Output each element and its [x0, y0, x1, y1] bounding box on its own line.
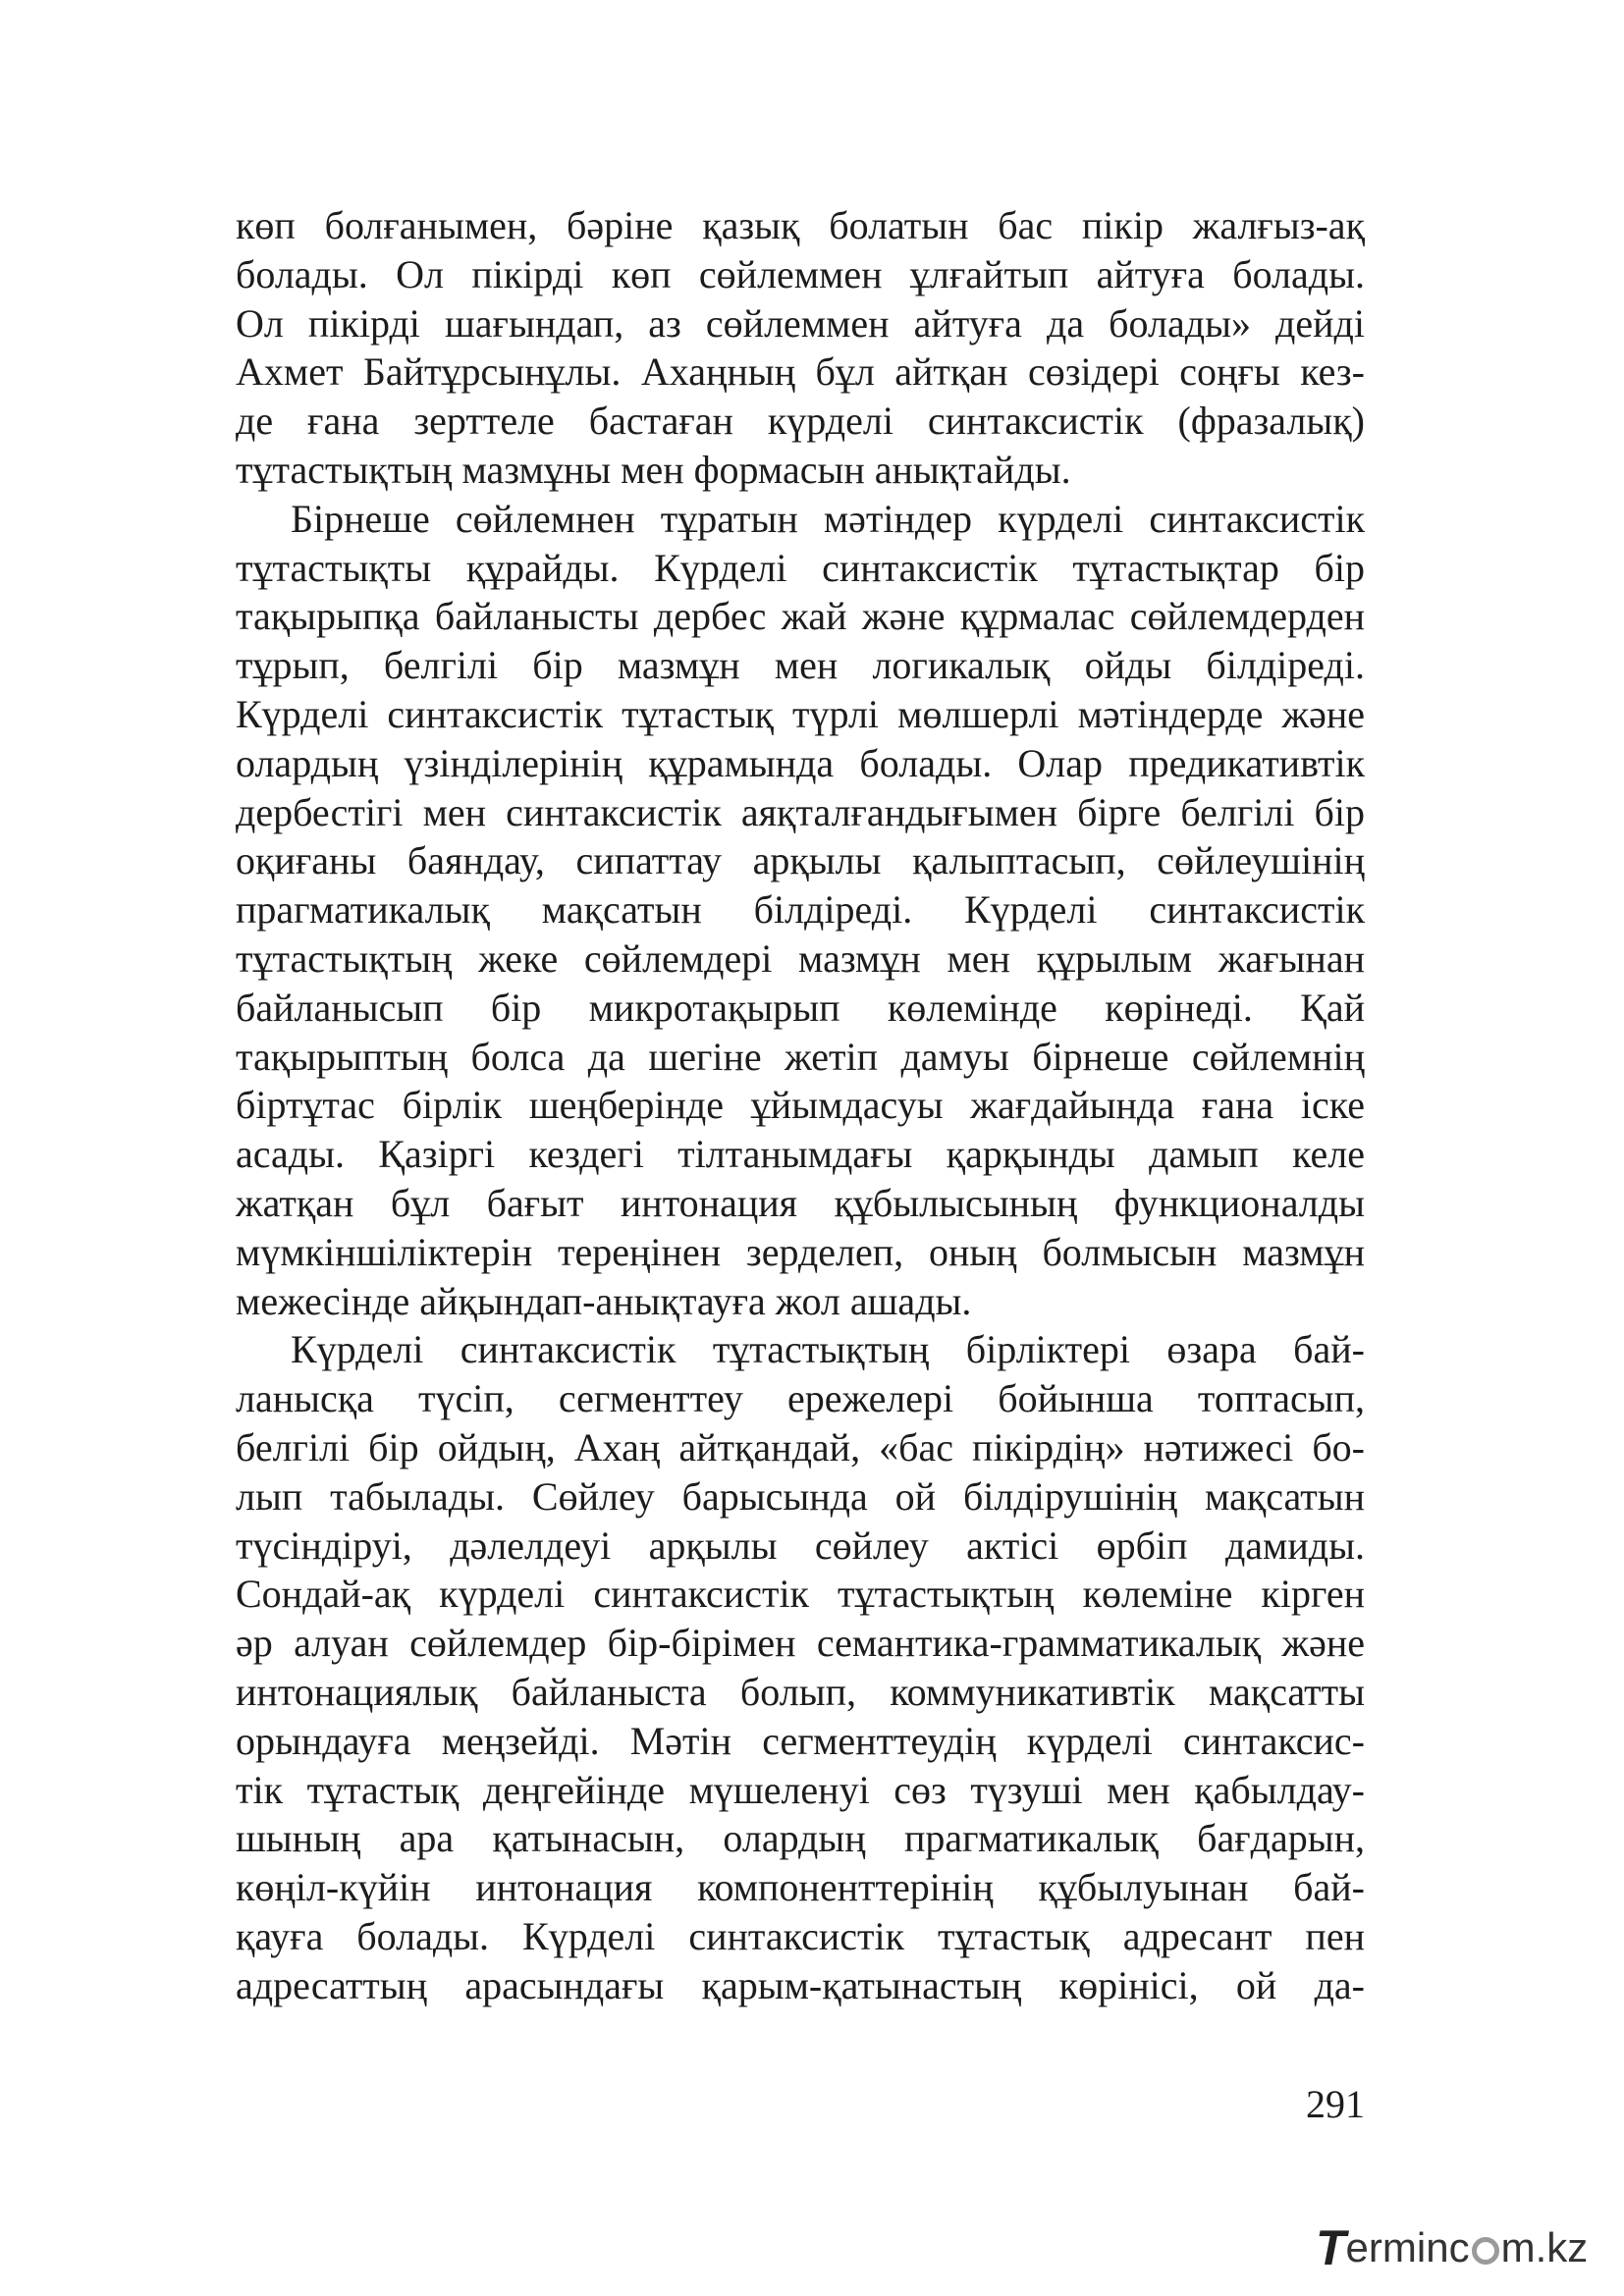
watermark-text: erminc: [1345, 2224, 1470, 2270]
text-line: дербестігі мен синтаксистік аяқталғандығымен бірге белгілі бір: [236, 789, 1365, 834]
text-line: ланысқа түсіп, сегменттеу ережелері бойынша топтасып,: [236, 1376, 1365, 1421]
text-line: Ахмет Байтұрсынұлы. Ахаңның бұл айтқан сөзідері соңғы кез-: [236, 349, 1365, 395]
text-line: Күрделі синтаксистік тұтастық түрлі мөлшерлі мәтіндерде және: [236, 691, 1365, 736]
watermark-letter: T: [1316, 2220, 1346, 2275]
text-line: тұтастықтың жеке сөйлемдері мазмұн мен құрылым жағынан: [236, 935, 1365, 981]
text-line: тақырыптың болса да шегіне жетіп дамуы бірнеше сөйлемнің: [236, 1034, 1365, 1079]
text-line: біртұтас бірлік шеңберінде ұйымдасуы жағдайында ғана іске: [236, 1083, 1365, 1128]
site-watermark: [1316, 2220, 1588, 2275]
text-line: байланысып бір микротақырып көлемінде көрінеді. Қай: [236, 985, 1365, 1030]
text-line: интонациялық байланыста болып, коммуникативтік мақсатты: [236, 1669, 1365, 1714]
text-line: лып табылады. Сөйлеу барысында ой білдірушінің мақсатын: [236, 1473, 1365, 1519]
text-line: тік тұтастық деңгейінде мүшеленуі сөз түзуші мен қабылдау-: [236, 1767, 1365, 1812]
text-line: прагматикалық мақсатын білдіреді. Күрделі синтаксистік: [236, 887, 1365, 933]
text-line: Ол пікірді шағындап, аз сөйлеммен айтуға да болады» дейді: [236, 300, 1365, 346]
text-line: түсіндіруі, дәлелдеуі арқылы сөйлеу актісі өрбіп дамиды.: [236, 1522, 1365, 1568]
text-line: оқиғаны баяндау, сипаттау арқылы қалыптасып, сөйлеушінің: [236, 838, 1365, 883]
body-text: [236, 201, 1365, 2009]
text-line: тұтастықтың мазмұны мен формасын анықтайды.: [236, 447, 1071, 492]
page-number: 291: [1306, 2082, 1365, 2126]
text-line: Бірнеше сөйлемнен тұратын мәтіндер күрделі синтаксистік: [291, 496, 1365, 541]
text-line: көңіл-күйін интонация компоненттерінің құбылуынан бай-: [236, 1865, 1365, 1910]
text-line: тұрып, белгілі бір мазмұн мен логикалық ойды білдіреді.: [236, 643, 1365, 688]
text-line: шының ара қатынасын, олардың прагматикалық бағдарын,: [236, 1816, 1365, 1861]
text-line: олардың үзінділерінің құрамында болады. Олар предикативтік: [236, 740, 1365, 785]
text-line: асады. Қазіргі кездегі тілтанымдағы қарқынды дамып келе: [236, 1132, 1365, 1177]
text-line: орындауға меңзейді. Мәтін сегменттеудің күрделі синтаксис-: [236, 1718, 1365, 1763]
text-line: мүмкіншіліктерін тереңінен зерделеп, оның болмысын мазмұн: [236, 1229, 1365, 1274]
text-line: көп болғанымен, бәріне қазық болатын бас пікір жалғыз-ақ: [236, 203, 1365, 247]
watermark-ring-icon: [1472, 2237, 1499, 2265]
text-line: Сондай-ақ күрделі синтаксистік тұтастықтың көлеміне кірген: [236, 1572, 1365, 1617]
text-line: тұтастықты құрайды. Күрделі синтаксистік тұтастықтар бір: [236, 545, 1365, 590]
text-line: белгілі бір ойдың, Ахаң айтқандай, «бас пікірдің» нәтижесі бо-: [236, 1424, 1365, 1469]
text-line: межесінде айқындап-анықтауға жол ашады.: [236, 1278, 972, 1323]
text-line: әр алуан сөйлемдер бір-бірімен семантика-грамматикалық және: [236, 1621, 1365, 1666]
text-line: болады. Ол пікірді көп сөйлеммен ұлғайтып айтуға болады.: [236, 251, 1365, 296]
text-line: қауға болады. Күрделі синтаксистік тұтастық адресант пен: [236, 1913, 1365, 1958]
text-line: де ғана зерттеле бастаған күрделі синтаксистік (фразалық): [236, 399, 1365, 444]
watermark-domain: m.kz: [1500, 2224, 1589, 2270]
text-line: жатқан бұл бағыт интонация құбылысының функционалды: [236, 1180, 1365, 1225]
text-line: Күрделі синтаксистік тұтастықтың бірліктері өзара бай-: [291, 1327, 1365, 1372]
text-line: тақырыпқа байланысты дербес жай және құрмалас сөйлемдерден: [236, 594, 1365, 639]
text-line: адресаттың арасындағы қарым-қатынастың көрінісі, ой да-: [236, 1962, 1365, 2007]
